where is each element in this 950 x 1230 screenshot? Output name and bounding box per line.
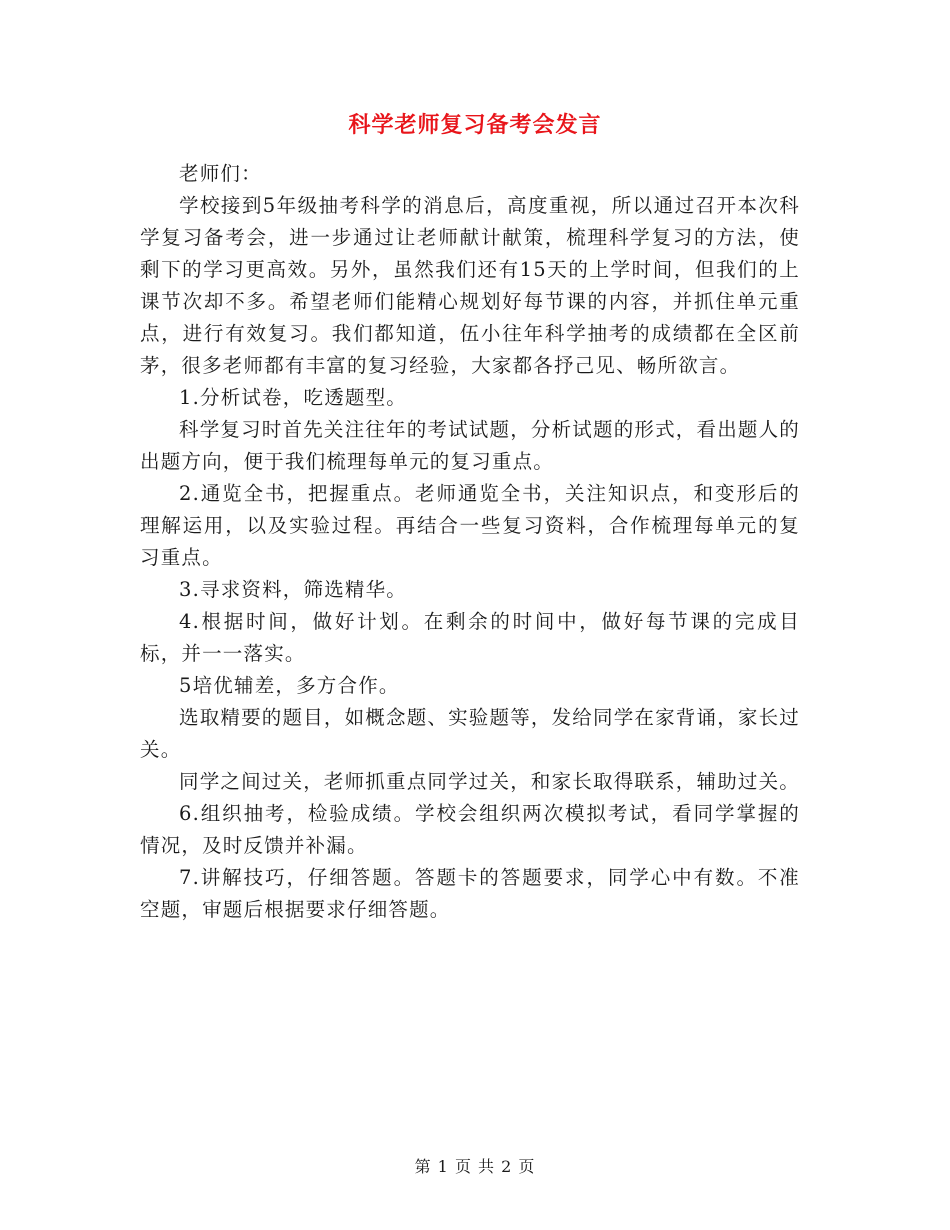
- point-5-body-b: 同学之间过关，老师抓重点同学过关，和家长取得联系，辅助过关。: [179, 770, 801, 793]
- point-7: 7.讲解技巧，仔细答题。答题卡的答题要求，同学心中有数。不准空题，审题后根据要求仔细答题。: [140, 866, 800, 921]
- point-2: 2.通览全书，把握重点。老师通览全书，关注知识点，和变形后的理解运用，以及实验过程。再结合一些复习资料，合作梳理每单元的复习重点。: [140, 482, 800, 569]
- document-body: [140, 158, 800, 926]
- document-title: 科学老师复习备考会发言: [348, 112, 602, 138]
- point-5-body-a: 选取精要的题目，如概念题、实验题等，发给同学在家背诵，家长过关。: [140, 706, 801, 761]
- intro-paragraph: 学校接到5年级抽考科学的消息后，高度重视，所以通过召开本次科学复习备考会，进一步通过让老师献计献策，梳理科学复习的方法，使剩下的学习更高效。另外，虽然我们还有15天的上学时间，但我们的上课节次却不多。希望老师们能精心规划好每节课的内容，并抓住单元重点，进行有效复习。我们都知道，伍小往年科学抽考的成绩都在全区前茅，很多老师都有丰富的复习经验，大家都各抒己见、畅所欲言。: [140, 194, 800, 377]
- page-number-footer: 第 1 页 共 2 页: [414, 1157, 536, 1176]
- point-1-body: 科学复习时首先关注往年的考试试题，分析试题的形式，看出题人的出题方向，便于我们梳理每单元的复习重点。: [140, 418, 801, 473]
- point-5-heading: 5培优辅差，多方合作。: [179, 674, 400, 697]
- point-1-heading: 1.分析试卷，吃透题型。: [179, 386, 408, 409]
- point-6: 6.组织抽考，检验成绩。学校会组织两次模拟考试，看同学掌握的情况，及时反馈并补漏。: [140, 802, 800, 857]
- point-3: 3.寻求资料，筛选精华。: [179, 578, 408, 601]
- salutation: 老师们：: [179, 162, 262, 185]
- point-4: 4.根据时间，做好计划。在剩余的时间中，做好每节课的完成目标，并一一落实。: [140, 610, 800, 665]
